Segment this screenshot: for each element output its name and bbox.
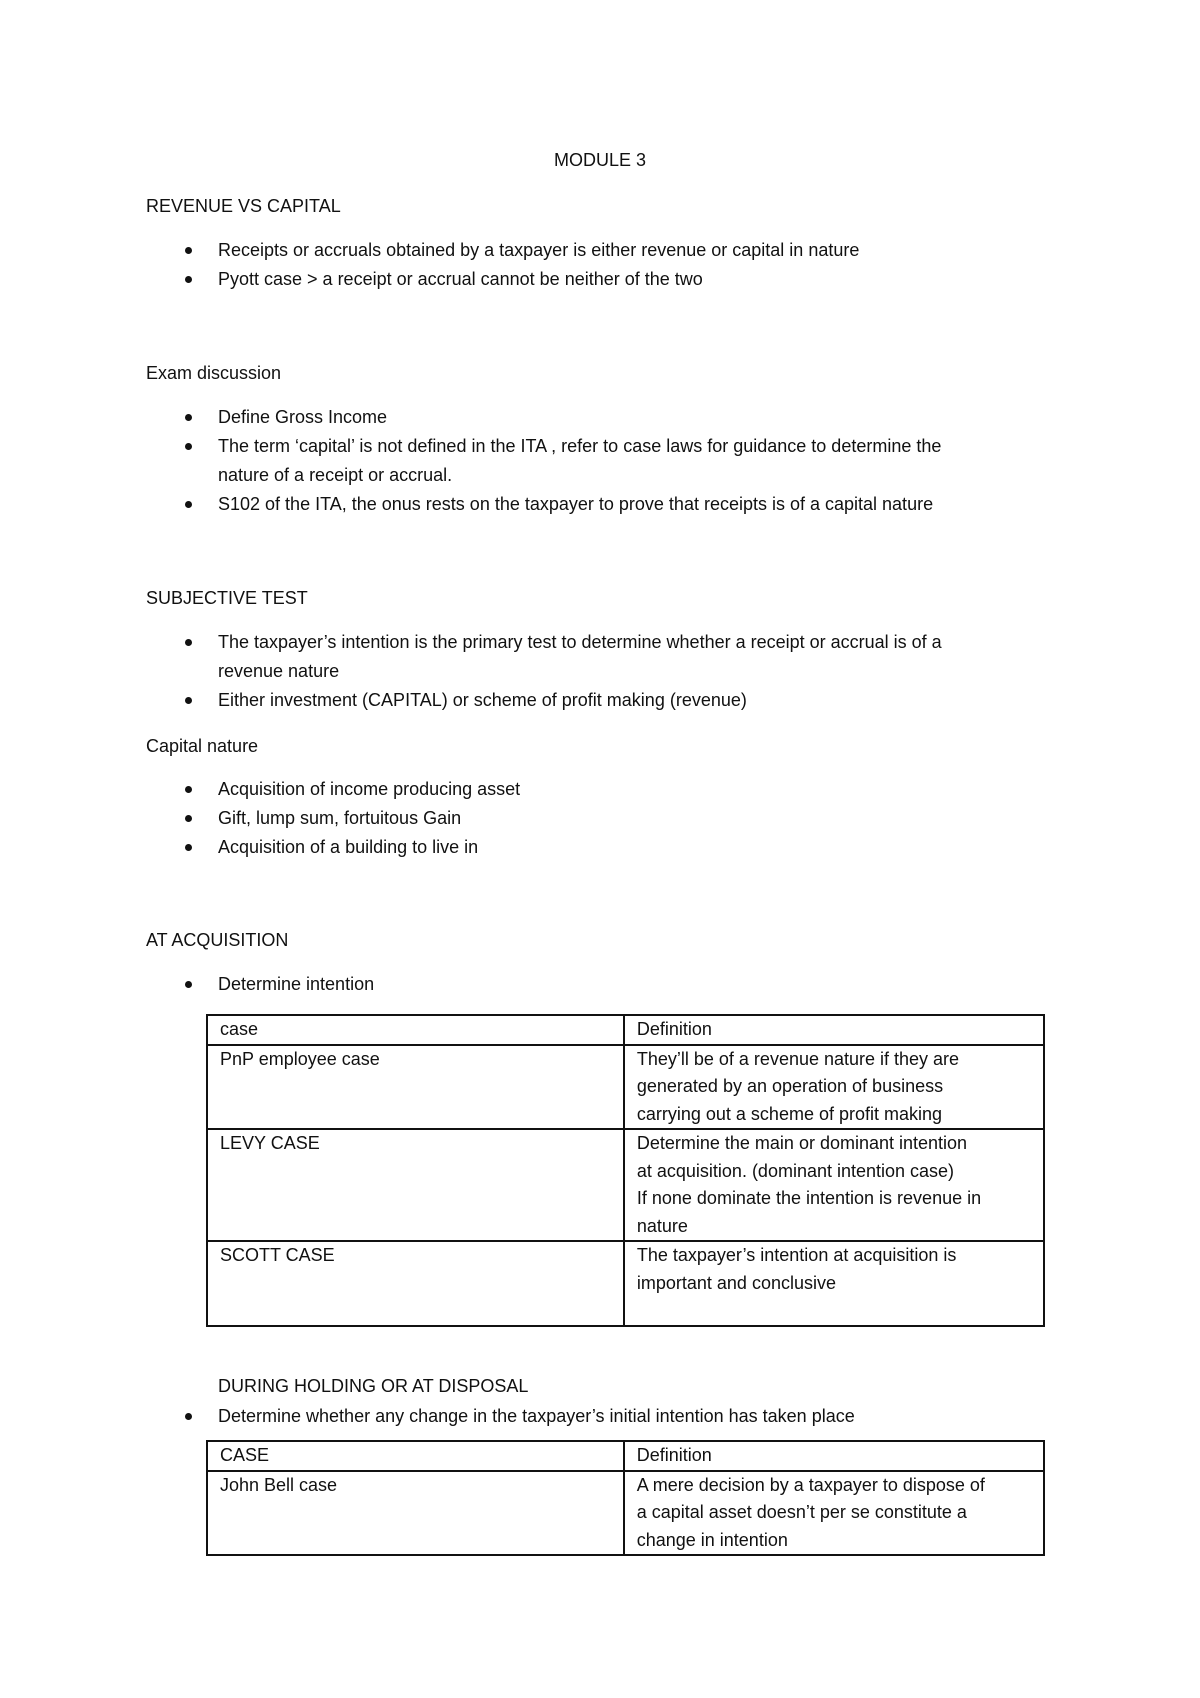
table-row <box>207 1045 1044 1130</box>
bullet-item: The taxpayer’s intention is the primary test to determine whether a receipt or accrual is of a <box>218 632 942 652</box>
definition-line: change in intention <box>636 1529 788 1550</box>
bullet-item: Either investment (CAPITAL) or scheme of profit making (revenue) <box>218 690 747 710</box>
bullet-dot <box>185 786 192 793</box>
bullet-item: The term ‘capital’ is not defined in the ITA , refer to case laws for guidance to determine the <box>218 436 942 456</box>
bullet-item: Acquisition of income producing asset <box>218 779 521 799</box>
table-header-cell: Definition <box>624 1441 1044 1471</box>
definition-line: nature <box>636 1215 688 1236</box>
table-cell-definition <box>624 1045 1044 1130</box>
heading-at-acquisition: AT ACQUISITION <box>146 930 289 950</box>
bullet-dot <box>185 1413 192 1420</box>
page-title: MODULE 3 <box>553 150 647 170</box>
bullet-item-continued: nature of a receipt or accrual. <box>218 465 453 485</box>
table-row <box>207 1471 1044 1556</box>
bullet-dot <box>185 443 192 450</box>
definition-line: generated by an operation of business <box>636 1076 944 1096</box>
table-cell-definition <box>624 1129 1044 1241</box>
table-cell-case: PnP employee case <box>207 1045 624 1130</box>
bullet-item: S102 of the ITA, the onus rests on the taxpayer to prove that receipts is of a capital nature <box>218 494 934 514</box>
heading-revenue-vs-capital: REVENUE VS CAPITAL <box>146 196 341 216</box>
bullet-item: Pyott case > a receipt or accrual cannot be neither of the two <box>218 269 703 289</box>
bullet-item: Receipts or accruals obtained by a taxpayer is either revenue or capital in nature <box>218 240 860 260</box>
table-cell-definition <box>624 1471 1044 1556</box>
table-cell-definition <box>624 1241 1044 1326</box>
heading-subjective-test: SUBJECTIVE TEST <box>146 588 308 608</box>
bullet-dot <box>185 501 192 508</box>
bullet-item-continued: revenue nature <box>218 661 340 681</box>
bullet-item: Determine intention <box>218 974 375 994</box>
definition-line: a capital asset doesn’t per se constitute a <box>636 1502 967 1522</box>
definition-line: carrying out a scheme of profit making <box>636 1103 943 1124</box>
table-cell-case: John Bell case <box>207 1471 624 1556</box>
definition-line: important and conclusive <box>636 1272 836 1293</box>
bullet-dot <box>185 844 192 851</box>
bullet-item: Define Gross Income <box>218 407 388 427</box>
table-header-row <box>207 1015 1044 1045</box>
bullet-dot <box>185 247 192 254</box>
table-header-cell: case <box>207 1015 624 1045</box>
bullet-dot <box>185 639 192 646</box>
acquisition-cases-table <box>206 1014 1045 1327</box>
bullet-item: Gift, lump sum, fortuitous Gain <box>218 808 462 828</box>
table-row <box>207 1129 1044 1241</box>
bullet-dot <box>185 414 192 421</box>
table-header-cell: CASE <box>207 1441 624 1471</box>
table-cell-case: LEVY CASE <box>207 1129 624 1241</box>
table-row <box>207 1241 1044 1326</box>
definition-line: They’ll be of a revenue nature if they are <box>636 1048 960 1069</box>
bullet-dot <box>185 276 192 283</box>
bullet-dot <box>185 697 192 704</box>
heading-during-holding: DURING HOLDING OR AT DISPOSAL <box>218 1376 529 1396</box>
definition-line: If none dominate the intention is revenue in <box>636 1188 982 1208</box>
definition-line: Determine the main or dominant intention <box>636 1133 968 1153</box>
bullet-item: Determine whether any change in the taxpayer’s initial intention has taken place <box>218 1406 855 1426</box>
heading-exam-discussion: Exam discussion <box>146 363 282 383</box>
definition-line: The taxpayer’s intention at acquisition is <box>636 1245 957 1265</box>
definition-line: A mere decision by a taxpayer to dispose of <box>636 1474 985 1495</box>
definition-line: at acquisition. (dominant intention case) <box>636 1160 955 1181</box>
table-cell-case: SCOTT CASE <box>207 1241 624 1326</box>
disposal-cases-table <box>206 1440 1045 1556</box>
table-header-row <box>207 1441 1044 1471</box>
table-header-cell: Definition <box>624 1015 1044 1045</box>
bullet-dot <box>185 815 192 822</box>
bullet-dot <box>185 981 192 988</box>
bullet-item: Acquisition of a building to live in <box>218 837 479 857</box>
heading-capital-nature: Capital nature <box>146 736 259 756</box>
